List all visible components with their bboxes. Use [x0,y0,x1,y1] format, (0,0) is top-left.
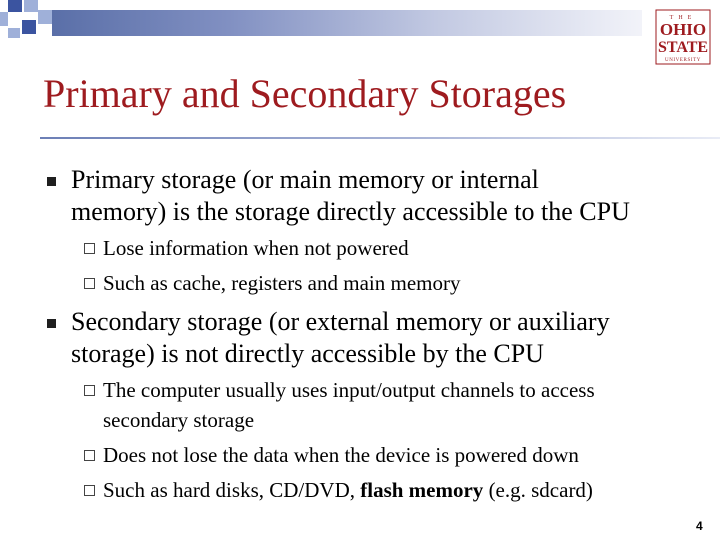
sub-bullet-text: Does not lose the data when the device is powered down [103,443,579,467]
sub-bullet-pre: Such as hard disks, CD/DVD, [103,478,361,502]
ohio-state-logo [654,8,712,66]
header-band [52,10,642,36]
checkbox-bullet [84,485,95,496]
logo-text-state: STATE [657,39,709,56]
bullet-line: Primary storage (or main memory or internal [71,165,539,194]
sub-bullet-text: Such as cache, registers and main memory [103,271,461,295]
sub-bullet-line: The computer usually uses input/output channels to access [103,378,595,402]
header-square [8,28,20,38]
bullet-text [71,306,610,370]
bullet-line: memory) is the storage directly accessible to the CPU [71,197,630,226]
sub-bullet-bold: flash memory [360,478,484,502]
header-square [8,0,22,12]
checkbox-bullet [84,450,95,461]
title-underline [40,137,720,139]
bullet-line: storage) is not directly accessible by the CPU [71,339,544,368]
header-square [22,20,36,34]
page-number: 4 [696,519,703,533]
slide-title: Primary and Secondary Storages [43,71,567,116]
logo-text-ohio: OHIO [659,20,707,39]
checkbox-bullet [84,278,95,289]
bullet-line: Secondary storage (or external memory or auxiliary [71,307,610,336]
sub-bullet-text: Lose information when not powered [103,236,409,260]
logo-text-university: UNIVERSITY [665,58,701,63]
bullet-text [71,164,630,228]
logo-text-the: THE [669,15,697,21]
bullet-square [47,177,56,186]
header-square [0,12,8,26]
sub-bullet-post: (e.g. sdcard) [483,478,593,502]
header-square [24,0,38,12]
checkbox-bullet [84,385,95,396]
sub-bullet-text [103,373,595,407]
sub-bullet-text-continued: secondary storage [103,408,255,432]
checkbox-bullet [84,243,95,254]
header-square [38,10,52,24]
bullet-square [47,319,56,328]
sub-bullet-text [103,473,593,507]
